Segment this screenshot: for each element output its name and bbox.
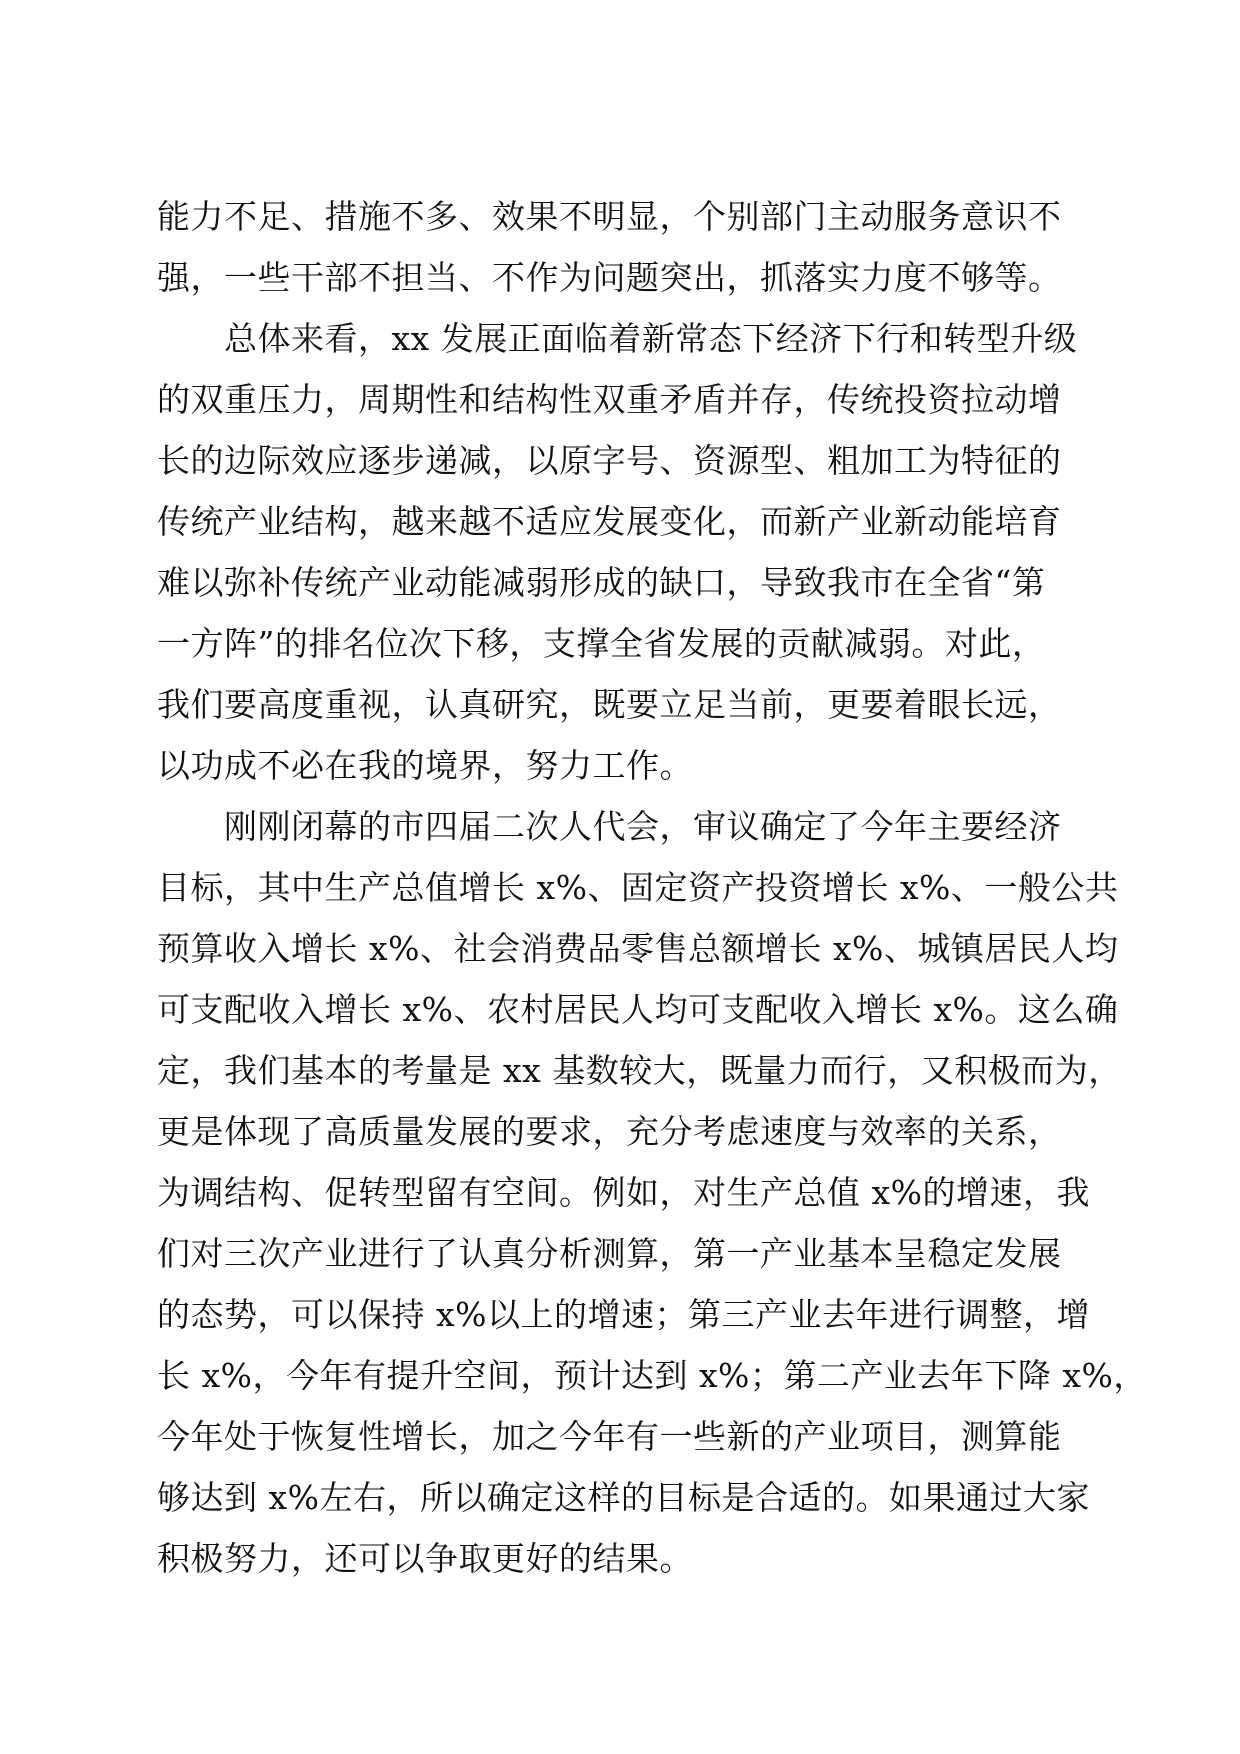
text-line: 总体来看，xx 发展正面临着新常态下经济下行和转型升级 <box>157 319 1078 358</box>
document-body <box>157 186 1147 1589</box>
text-line: 强，一些干部不担当、不作为问题突出，抓落实力度不够等。 <box>157 258 1062 297</box>
text-line: 以功成不必在我的境界，努力工作。 <box>157 746 693 785</box>
text-line: 够达到 x%左右，所以确定这样的目标是合适的。如果通过大家 <box>157 1478 1090 1517</box>
text-line: 长的边际效应逐步递减，以原字号、资源型、粗加工为特征的 <box>157 441 1062 480</box>
text-line: 积极努力，还可以争取更好的结果。 <box>157 1539 693 1578</box>
text-line: 为调结构、促转型留有空间。例如，对生产总值 x%的增速，我 <box>157 1173 1090 1212</box>
text-line: 今年处于恢复性增长，加之今年有一些新的产业项目，测算能 <box>157 1417 1062 1456</box>
text-line: 更是体现了高质量发展的要求，充分考虑速度与效率的关系， <box>157 1112 1062 1151</box>
text-line: 我们要高度重视，认真研究，既要立足当前，更要着眼长远， <box>157 685 1062 724</box>
text-line: 一方阵”的排名位次下移，支撑全省发展的贡献减弱。对此， <box>157 624 1046 663</box>
text-line: 目标，其中生产总值增长 x%、固定资产投资增长 x%、一般公共 <box>157 868 1119 907</box>
text-line: 传统产业结构，越来越不适应发展变化，而新产业新动能培育 <box>157 502 1062 541</box>
text-line: 预算收入增长 x%、社会消费品零售总额增长 x%、城镇居民人均 <box>157 929 1119 968</box>
text-line: 们对三次产业进行了认真分析测算，第一产业基本呈稳定发展 <box>157 1234 1062 1273</box>
text-line: 的态势，可以保持 x%以上的增速；第三产业去年进行调整，增 <box>157 1295 1090 1334</box>
text-line: 难以弥补传统产业动能减弱形成的缺口，导致我市在全省“第 <box>157 563 1046 602</box>
text-line: 长 x%，今年有提升空间，预计达到 x%；第二产业去年下降 x%， <box>157 1356 1147 1395</box>
text-line: 的双重压力，周期性和结构性双重矛盾并存，传统投资拉动增 <box>157 380 1062 419</box>
text-line: 可支配收入增长 x%、农村居民人均可支配收入增长 x%。这么确 <box>157 990 1119 1029</box>
text-line: 能力不足、措施不多、效果不明显，个别部门主动服务意识不 <box>157 197 1062 236</box>
text-line: 定，我们基本的考量是 xx 基数较大，既量力而行，又积极而为， <box>157 1051 1122 1090</box>
text-line: 刚刚闭幕的市四届二次人代会，审议确定了今年主要经济 <box>157 807 1062 846</box>
